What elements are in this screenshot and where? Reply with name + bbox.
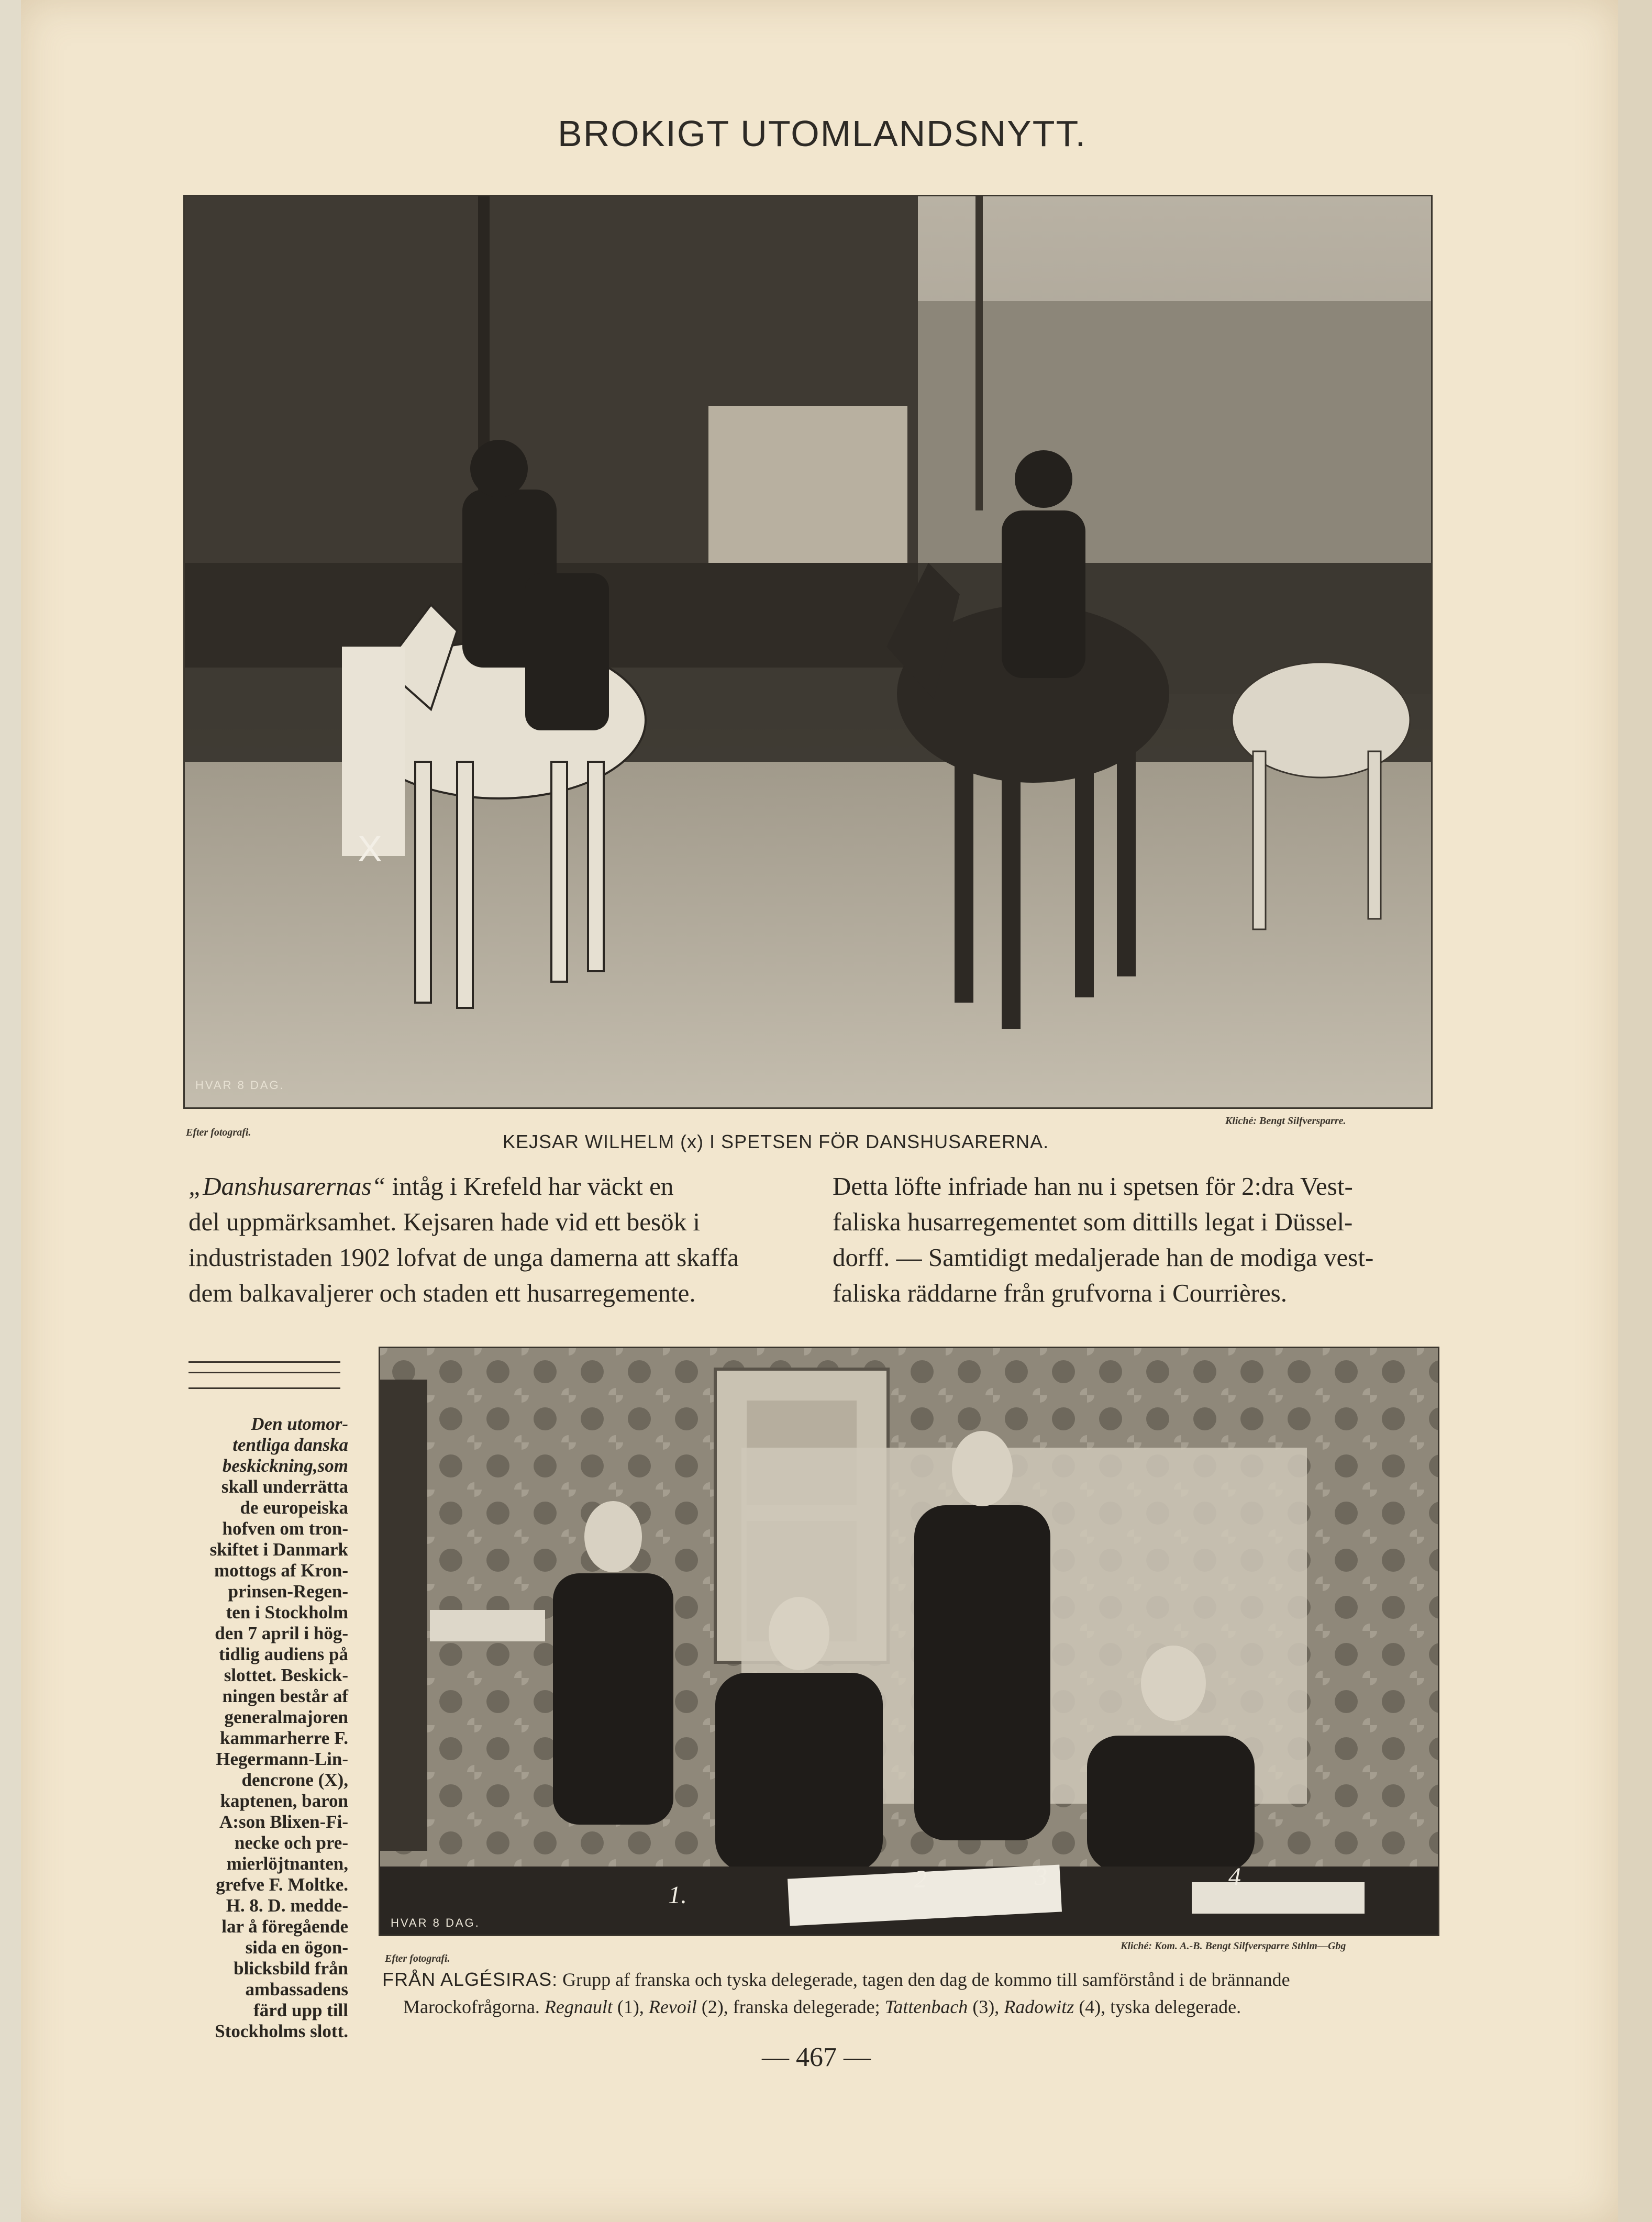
article-left-line-2: del uppmärksamhet. Kejsaren hade vid ett besök i xyxy=(189,1207,700,1236)
article-left-line-3: industristaden 1902 lofvat de unga damerna att skaffa xyxy=(189,1243,739,1272)
sidebar-line: ambassadens xyxy=(245,1979,348,1999)
sidebar-line: generalmajoren xyxy=(224,1707,348,1727)
sidebar-line: hofven om tron- xyxy=(222,1518,348,1539)
photo-bottom-cliche: Kliché: Kom. A.-B. Bengt Silfversparre Sthlm—Gbg xyxy=(1121,1940,1346,1952)
bottom-caption-line-1: FRÅN ALGÉSIRAS: Grupp af franska och tyska delegerade, tagen den dag de kommo till samförstånd i de brännande xyxy=(382,1969,1290,1990)
article-left-line-1: „Danshusarernas“ intåg i Krefeld har väckt en xyxy=(189,1172,674,1201)
photo-kaiser-parade xyxy=(183,195,1433,1109)
sidebar-line: ningen består af xyxy=(222,1686,348,1706)
sidebar-line: lar å föregående xyxy=(221,1916,348,1937)
photo-bottom-source: Efter fotografi. xyxy=(385,1953,450,1964)
sidebar-rule-2 xyxy=(189,1372,340,1373)
sidebar-line: kammarherre F. xyxy=(220,1728,348,1748)
watermark-bottom: HVAR 8 DAG. xyxy=(391,1916,480,1929)
sidebar-line: A:son Blixen-Fi- xyxy=(219,1812,348,1832)
sidebar-line: H. 8. D. medde- xyxy=(226,1895,348,1916)
sidebar-line: mottogs af Kron- xyxy=(214,1560,348,1581)
sidebar-line: kaptenen, baron xyxy=(220,1791,348,1811)
sidebar-line: skiftet i Danmark xyxy=(209,1539,348,1560)
photo-top-caption: KEJSAR WILHELM (x) I SPETSEN FÖR DANSHUSARERNA. xyxy=(503,1131,1049,1152)
sidebar-line: beskickning,som xyxy=(222,1456,348,1476)
photo-algesiras-delegates xyxy=(379,1347,1439,1936)
sidebar-line: Stockholms slott. xyxy=(215,2021,348,2041)
sidebar-line: ten i Stockholm xyxy=(226,1602,348,1623)
sidebar-note xyxy=(181,1414,348,2042)
article-left-column xyxy=(189,1169,785,1311)
article-right-line-3: dorff. — Samtidigt medaljerade han de modiga vest- xyxy=(833,1243,1374,1272)
article-right-line-2: faliska husarregementet som dittills legat i Düssel- xyxy=(833,1207,1353,1236)
page-edge xyxy=(1618,0,1652,2222)
delegates-photo-illustration xyxy=(380,1348,1438,1935)
bottom-caption xyxy=(382,1966,1290,2020)
delegate-number-3: 3 xyxy=(1035,1863,1047,1891)
parade-photo-illustration xyxy=(185,196,1431,1107)
sidebar-line: dencrone (X), xyxy=(241,1770,348,1790)
sidebar-line: Den utomor- xyxy=(251,1414,348,1434)
article-right-column xyxy=(833,1169,1424,1311)
article-left-line-4: dem balkavaljerer och staden ett husarregemente. xyxy=(189,1279,696,1307)
article-right-line-1: Detta löfte infriade han nu i spetsen för 2:dra Vest- xyxy=(833,1172,1353,1201)
delegate-number-1: 1. xyxy=(668,1881,687,1909)
delegate-number-2: 2 xyxy=(914,1865,927,1893)
sidebar-line: de europeiska xyxy=(240,1497,348,1518)
kaiser-mark: X xyxy=(358,828,382,869)
sidebar-line: färd upp till xyxy=(253,2000,348,2020)
sidebar-line: mierlöjtnanten, xyxy=(226,1853,348,1874)
page-number: — 467 — xyxy=(762,2042,871,2072)
photo-top-cliche: Kliché: Bengt Silfversparre. xyxy=(1225,1115,1346,1127)
sidebar-line: skall underrätta xyxy=(221,1476,348,1497)
sidebar-rule-1 xyxy=(189,1361,340,1363)
sidebar-line: tentliga danska xyxy=(232,1435,348,1455)
sidebar-line: grefve F. Moltke. xyxy=(216,1874,348,1895)
sidebar-line: blicksbild från xyxy=(234,1958,348,1979)
page-header: BROKIGT UTOMLANDSNYTT. xyxy=(558,113,1086,154)
sidebar-line: prinsen-Regen- xyxy=(228,1581,348,1602)
delegate-number-4: 4 xyxy=(1228,1863,1241,1891)
sidebar-line: tidlig audiens på xyxy=(218,1644,348,1664)
watermark-top: HVAR 8 DAG. xyxy=(195,1079,285,1092)
sidebar-line: den 7 april i hög- xyxy=(215,1623,348,1643)
sidebar-line: necke och pre- xyxy=(234,1832,348,1853)
sidebar-line: sida en ögon- xyxy=(245,1937,348,1958)
bottom-caption-line-2: Marockofrågorna. Regnault (1), Revoil (2), franska delegerade; Tattenbach (3), Radowitz (4), tyska delegerade. xyxy=(403,1996,1241,2017)
sidebar-line: Hegermann-Lin- xyxy=(216,1749,348,1769)
article-right-line-4: faliska räddarne från grufvorna i Courrières. xyxy=(833,1279,1288,1307)
sidebar-line: slottet. Beskick- xyxy=(224,1665,348,1685)
photo-top-source: Efter fotografi. xyxy=(186,1127,251,1138)
sidebar-rule-3 xyxy=(189,1387,340,1389)
